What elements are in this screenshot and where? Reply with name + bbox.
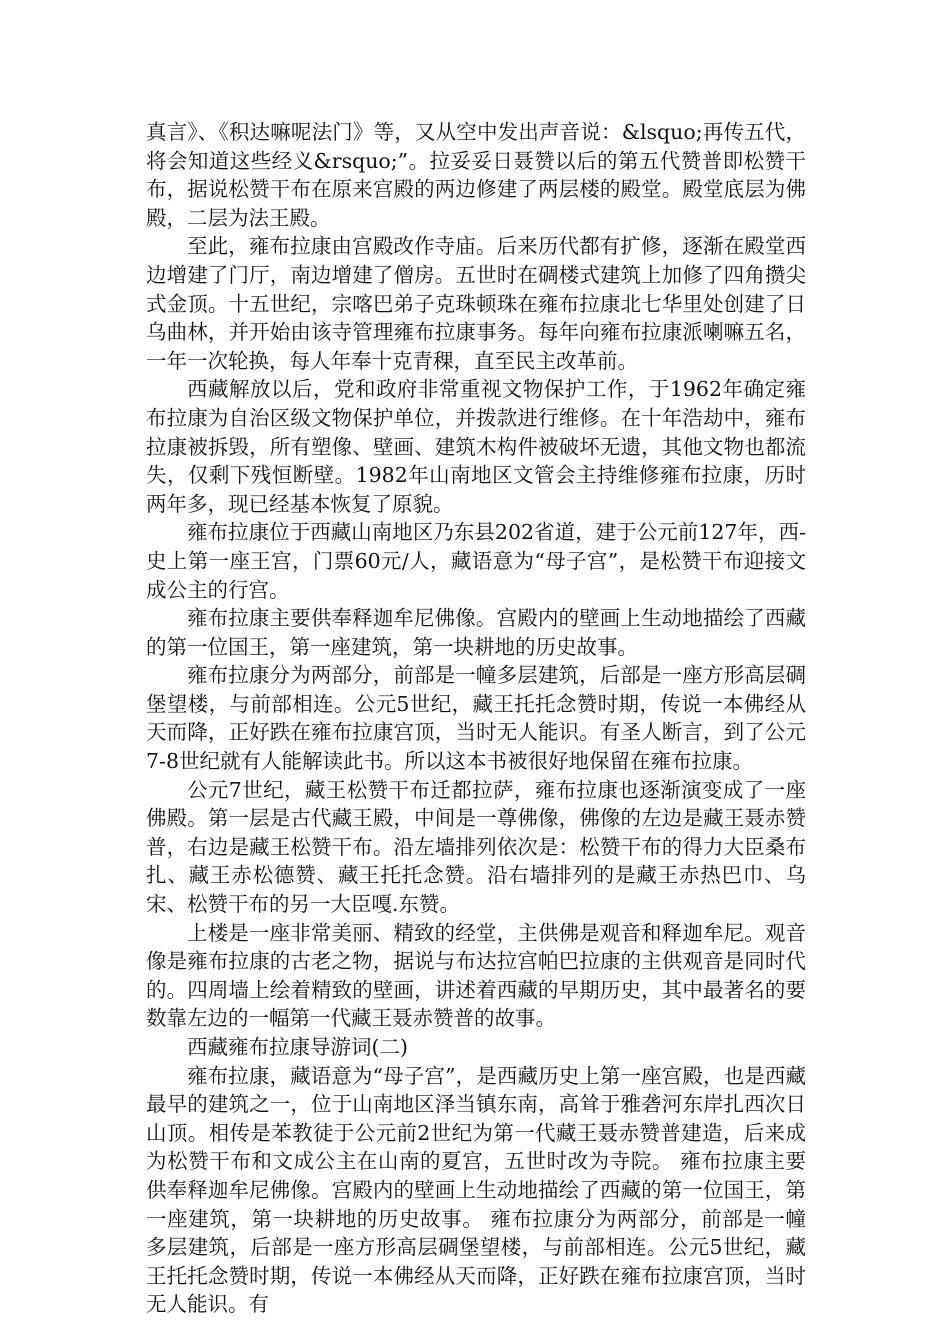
paragraph-8: 上楼是一座非常美丽、精致的经堂，主供佛是观音和释迦牟尼。观音像是雍布拉康的古老之物，据说与布达拉宫帕巴拉康的主供观音是同时代的。四周墙上绘着精致的壁画，讲述着西藏的早期历史，其中最著名的要数靠左边的一幅第一代藏王聂赤赞普的故事。: [146, 920, 806, 1031]
paragraph-3: 西藏解放以后，党和政府非常重视文物保护工作，于1962年确定雍布拉康为自治区级文物保护单位，并拨款进行维修。在十年浩劫中，雍布拉康被拆毁，所有塑像、壁画、建筑木构件被破坏无遗，其他文物也都流失，仅剩下残恒断壁。1982年山南地区文管会主持维修雍布拉康，历时两年多，现已经基本恢复了原貌。: [146, 377, 806, 516]
paragraph-1: 真言》、《积达嘛呢法门》等，又从空中发出声音说：&lsquo;再传五代，将会知道这些经义&rsquo;”。拉妥妥日聂赞以后的第五代赞普即松赞干布，据说松赞干布在原来宫殿的两边修建了两层楼的殿堂。殿堂底层为佛殿，二层为法王殿。: [146, 120, 806, 230]
section-heading: 西藏雍布拉康导游词(二): [187, 1035, 408, 1059]
section-paragraph-1: 雍布拉康，藏语意为“母子宫”，是西藏历史上第一座宫殿，也是西藏最早的建筑之一，位于山南地区泽当镇东南，高耸于雅砻河东岸扎西次日山顶。相传是苯教徒于公元前2世纪为第一代藏王聂赤赞普建造，后来成为松赞干布和文成公主在山南的夏宫，五世时改为寺院。 雍布拉康主要供奉释迦牟尼佛像。宫殿内的壁画上生动地描绘了西藏的第一位国王，第一座建筑，第一块耕地的历史故事。 雍布拉康分为两部分，前部是一幢多层建筑，后部是一座方形高层碉堡望楼，与前部相连。公元5世纪，藏王托托念赞时期，传说一本佛经从天而降，正好跌在雍布拉康宫顶，当时无人能识。有: [146, 1063, 806, 1317]
paragraph-6: 雍布拉康分为两部分，前部是一幢多层建筑，后部是一座方形高层碉堡望楼，与前部相连。公元5世纪，藏王托托念赞时期，传说一本佛经从天而降，正好跌在雍布拉康宫顶，当时无人能识。有圣人断言，到了公元7-8世纪就有人能解读此书。所以这本书被很好地保留在雍布拉康。: [146, 663, 806, 774]
paragraph-5: 雍布拉康主要供奉释迦牟尼佛像。宫殿内的壁画上生动地描绘了西藏的第一位国王，第一座建筑，第一块耕地的历史故事。: [146, 606, 806, 659]
paragraph-7: 公元7世纪，藏王松赞干布迁都拉萨，雍布拉康也逐渐演变成了一座佛殿。第一层是古代藏王殿，中间是一尊佛像，佛像的左边是藏王聂赤赞普，右边是藏王松赞干布。沿左墙排列依次是：松赞干布的得力大臣桑布扎、藏王赤松德赞、藏王托托念赞。沿右墙排列的是藏王赤热巴巾、乌宋、松赞干布的另一大臣嘎.东赞。: [146, 777, 806, 917]
paragraph-4: 雍布拉康位于西藏山南地区乃东县202省道，建于公元前127年，西-史上第一座王宫，门票60元/人，藏语意为“母子宫”，是松赞干布迎接文成公主的行宫。: [146, 520, 806, 602]
paragraph-2: 至此，雍布拉康由宫殿改作寺庙。后来历代都有扩修，逐渐在殿堂西边增建了门厅，南边增建了僧房。五世时在碉楼式建筑上加修了四角攒尖式金顶。十五世纪，宗喀巴弟子克珠顿珠在雍布拉康北七华里处创建了日乌曲林，并开始由该寺管理雍布拉康事务。每年向雍布拉康派喇嘛五名，一年一次轮换，每人年奉十克青稞，直至民主改革前。: [146, 234, 806, 373]
document-body: [146, 118, 806, 1319]
